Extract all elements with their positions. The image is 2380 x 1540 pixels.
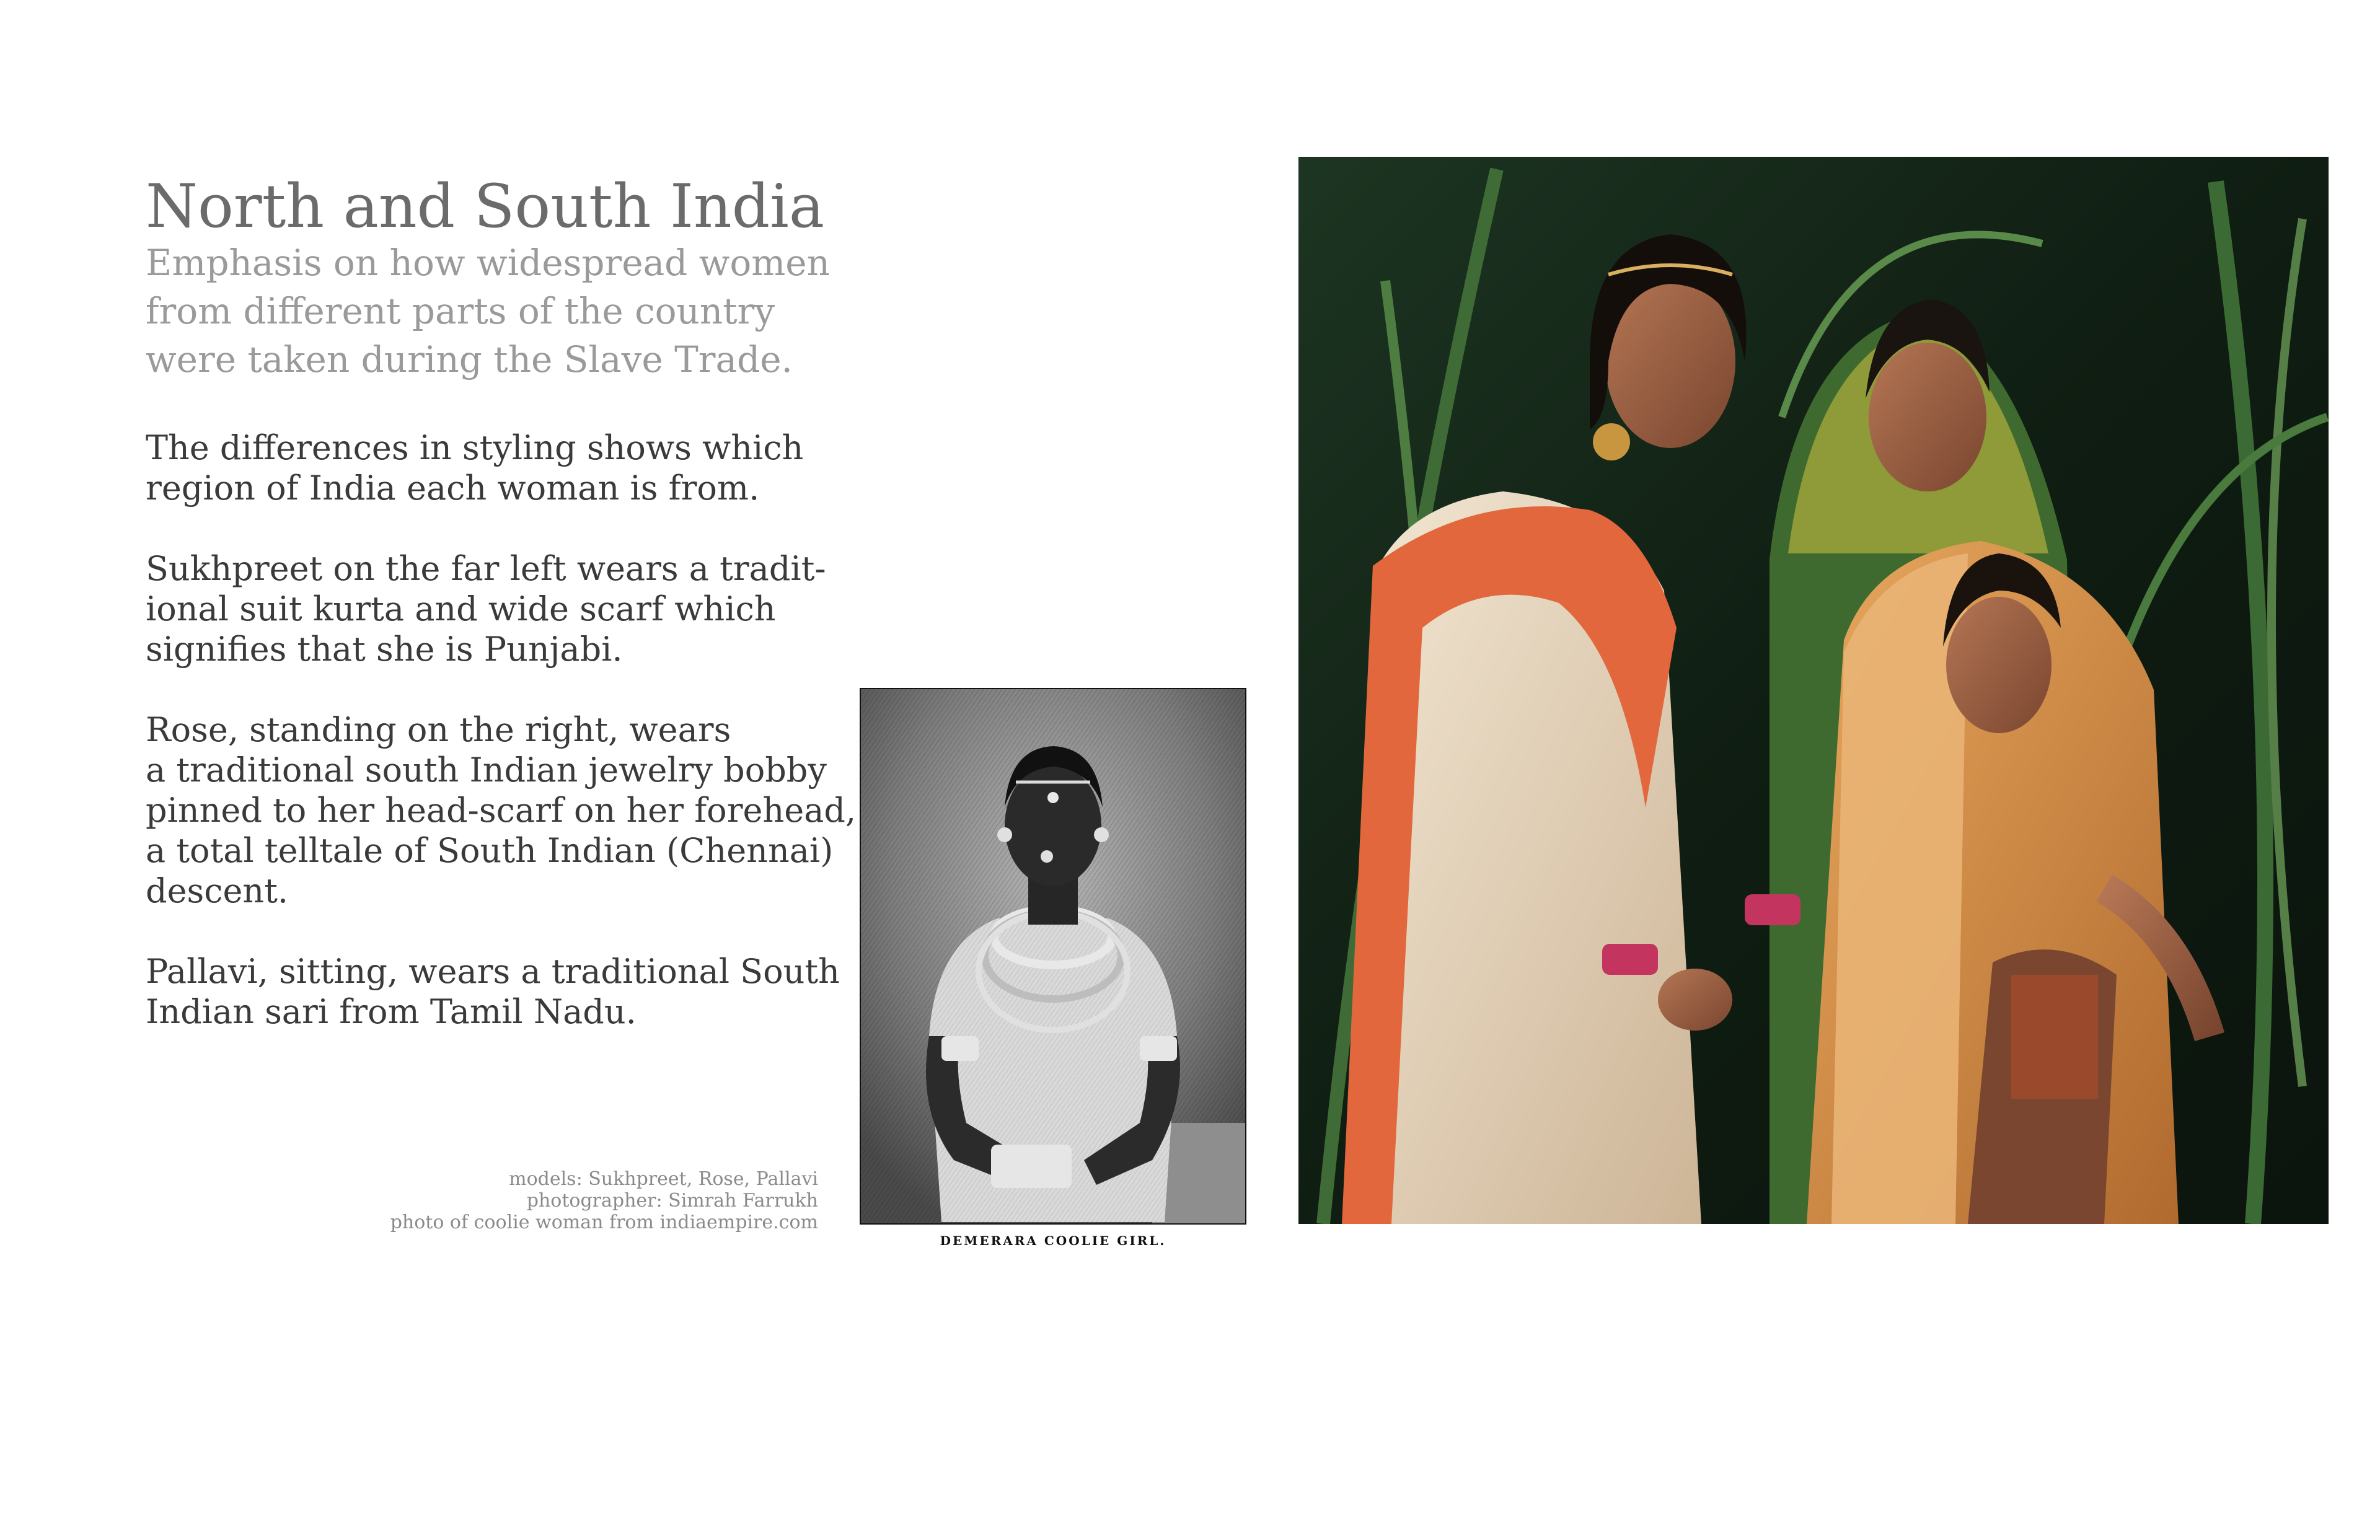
subtitle-line: Emphasis on how widespread women (146, 242, 830, 284)
models-photograph (1298, 157, 2329, 1224)
historical-engraving-image (860, 688, 1246, 1225)
credit-source: photo of coolie woman from indiaempire.com (390, 1212, 818, 1233)
subtitle (146, 239, 830, 384)
credit-models: models: Sukhpreet, Rose, Pallavi (509, 1168, 818, 1190)
credit-photographer: photographer: Simrah Farrukh (526, 1190, 818, 1212)
engraving-illustration (861, 689, 1245, 1223)
page-title: North and South India (146, 172, 825, 241)
paragraph-line: a traditional south Indian jewelry bobby (146, 750, 827, 790)
paragraph-line: Rose, standing on the right, wears (146, 710, 731, 749)
paragraph-line: pinned to her head-scarf on her forehead, (146, 791, 857, 830)
subtitle-line: from different parts of the country (146, 290, 775, 332)
paragraph-styling-intro (146, 428, 827, 508)
paragraph-line: Sukhpreet on the far left wears a tradit- (146, 549, 826, 588)
engraving-caption: DEMERARA COOLIE GIRL. (940, 1233, 1166, 1248)
paragraph-rose (146, 710, 857, 911)
paragraph-line: ional suit kurta and wide scarf which (146, 589, 776, 628)
paragraph-line: a total telltale of South Indian (Chennai) (146, 831, 834, 870)
photo-credits (390, 1168, 818, 1233)
paragraph-line: Pallavi, sitting, wears a traditional South (146, 952, 840, 991)
models-photo-illustration (1298, 157, 2329, 1224)
paragraph-sukhpreet (146, 548, 827, 669)
paragraph-line: signifies that she is Punjabi. (146, 630, 623, 669)
subtitle-line: were taken during the Slave Trade. (146, 338, 793, 381)
paragraph-line: descent. (146, 871, 289, 910)
paragraph-line: region of India each woman is from. (146, 469, 760, 508)
paragraph-line: Indian sari from Tamil Nadu. (146, 992, 637, 1031)
body-text (146, 428, 857, 1072)
paragraph-pallavi (146, 951, 840, 1032)
paragraph-line: The differences in styling shows which (146, 428, 804, 467)
